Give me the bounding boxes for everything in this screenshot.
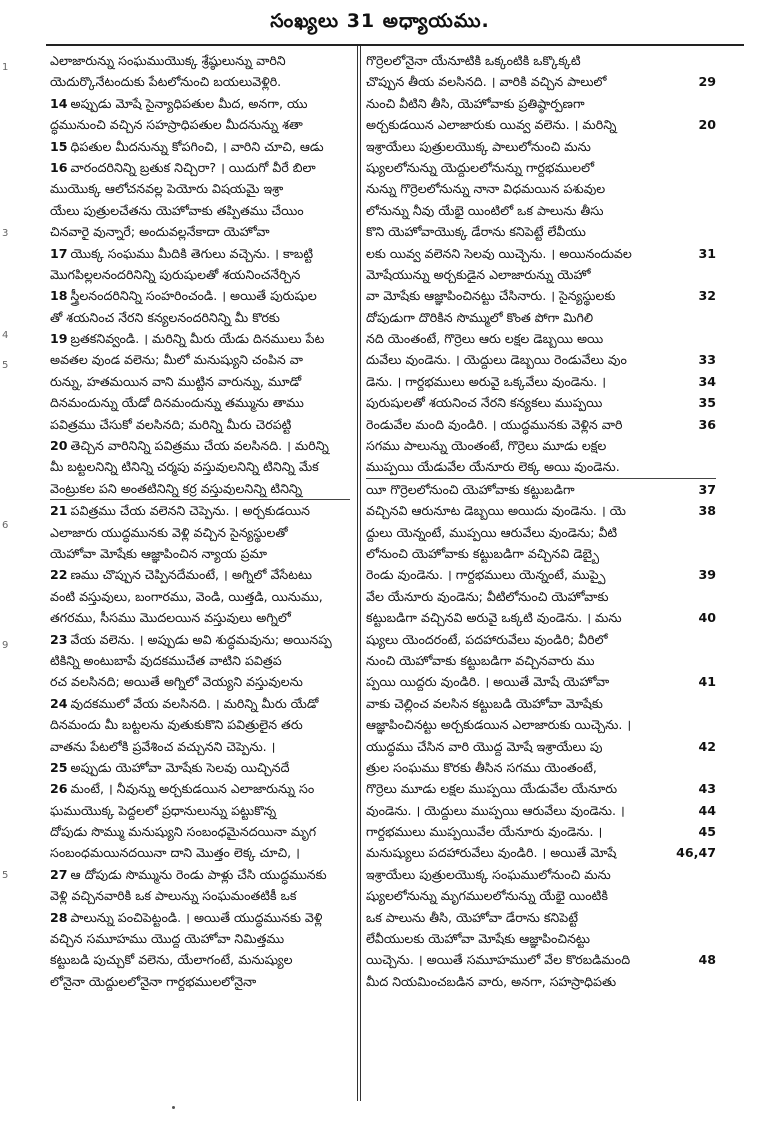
verse-text: లేవీయులకు యెహోవా మోషేకు ఆజ్ఞాపించినట్టు <box>366 931 590 947</box>
verse-number: 35 <box>696 392 716 413</box>
verse-number: 36 <box>696 414 716 435</box>
right-text-line <box>366 500 716 521</box>
verse-number: 39 <box>696 564 716 585</box>
verse-text: నున్ను గొర్రెలలోనున్ను నానా విధమయిన పశువుల <box>366 181 606 197</box>
verse-number: 42 <box>696 736 716 757</box>
left-text-line <box>50 629 350 650</box>
left-text-line <box>50 307 350 328</box>
left-text-line <box>50 200 350 221</box>
right-text-line <box>366 842 716 863</box>
right-text-line <box>366 907 716 928</box>
left-text-line <box>50 392 350 413</box>
left-text-line <box>50 522 350 543</box>
right-text-line <box>366 93 716 114</box>
verse-text: వాతను పేటలోకి ప్రవేశించ వచ్చునని చెప్పెను. । <box>50 738 276 754</box>
stray-dot <box>172 1106 175 1109</box>
verse-number: 38 <box>696 500 716 521</box>
verse-number: 19 <box>50 331 68 347</box>
page-title: సంఖ్యలు 31 అధ్యాయము. <box>270 10 490 32</box>
left-text-line <box>50 136 350 157</box>
verse-text: తో శయనించ నేరని కన్యలనందరినిన్ని మీ కొరకు <box>50 309 280 325</box>
verse-text: పవిత్రము చేసుకో వలసినది; మరిన్ని మీరు చెరపట్టి <box>50 416 292 432</box>
verse-text: వుదకములో వేయ వలసినది. । మరిన్ని మీరు యేడో <box>70 695 319 711</box>
left-text-line <box>50 157 350 178</box>
verse-number: 20 <box>50 438 68 454</box>
verse-text: ఇశ్రాయేలు పుత్రులయొక్క పాలులోనుంచి మను <box>366 138 591 154</box>
verse-number: 45 <box>696 821 716 842</box>
verse-text: ష్యులు యెందరంటే, పదహారువేలు వుండిరి; వీరిలో <box>366 631 608 647</box>
verse-number: 48 <box>696 949 716 970</box>
right-text-line <box>366 221 716 242</box>
verse-text: రెండు వుండెను. । గార్దభములు యెన్నంటే, ముప్పై <box>366 567 606 583</box>
right-text-line <box>366 693 716 714</box>
left-text-line <box>50 821 350 842</box>
left-text-line <box>50 243 350 264</box>
margin-mark: 1 <box>2 62 9 73</box>
verse-text: డెను. । గార్దభములు అరువై ఒక్కవేలు వుండెను. । <box>366 373 606 389</box>
verse-text: సంబంధమయినదయినా దాని మొత్తం లెక్క చూచి, । <box>50 845 300 861</box>
right-text-line <box>366 136 716 157</box>
verse-number: 14 <box>50 95 68 111</box>
verse-text: మంటే, । నీవున్ను అర్చకుడయిన ఎలాజారున్ను సం <box>70 781 315 797</box>
left-text-line <box>50 842 350 863</box>
verse-text: చినవారై వున్నారే; అందువల్లనేకాదా యెహోవా <box>50 224 270 240</box>
left-text-line <box>50 736 350 757</box>
left-text-line <box>50 178 350 199</box>
right-text-line <box>366 178 716 199</box>
header-rule <box>46 44 744 46</box>
verse-text: మీ బట్టలనిన్ని టినిన్ని చర్మపు వస్తువులనిన్ని టినిన్ని మేక <box>50 459 319 475</box>
left-text-line <box>50 800 350 821</box>
right-text-line <box>366 371 716 392</box>
verse-number: 41 <box>696 671 716 692</box>
verse-text: రచ వలసినది; అయితే అగ్నిలో వెయ్యని వస్తువులను <box>50 674 303 690</box>
verse-text: యొక్క సంఘము మీదికి తెగులు వచ్చెను. । కాబట్టి <box>70 245 314 261</box>
left-text-line <box>50 264 350 285</box>
verse-number: 31 <box>696 243 716 264</box>
margin-mark: 9 <box>2 640 9 651</box>
margin-mark: 4 <box>2 330 9 341</box>
verse-text: లోనైనా యెద్దులలోనైనా గార్దభములలోనైనా <box>50 973 257 989</box>
right-text-line <box>366 414 716 435</box>
verse-text: టికిన్ని అంటుబాపే వుదకముచేత వాటిని పవిత్రప <box>50 652 282 668</box>
right-text-line <box>366 650 716 671</box>
verse-text: కట్టుబడిగా వచ్చినవి అరువై ఒక్కటి వుండెను. । మను <box>366 610 622 626</box>
verse-text: గొర్రెలు మూడు లక్షల ముప్పయి యేడువేల యేనూరు <box>366 781 618 797</box>
right-text-line <box>366 928 716 949</box>
right-text-line <box>366 349 716 370</box>
margin-mark: 6 <box>2 520 9 531</box>
verse-text: వెళ్లి వచ్చినవారికి ఒక పాలున్ను సంఘమంతటికీ ఒక <box>50 888 297 904</box>
left-text-line <box>50 50 350 71</box>
verse-text: వా మోషేకు ఆజ్ఞాపించినట్టు చేసినారు. । సైన్యస్థులకు <box>366 288 616 304</box>
right-text-line <box>366 243 716 264</box>
verse-text: రెండువేల మంది వుండిరి. । యుద్ధమునకు వెళ్లిన వారి <box>366 416 623 432</box>
right-text-line <box>366 264 716 285</box>
verse-text: యెదుర్కొనేటందుకు పేటలోనుంచి బయలువెళ్లిరి. <box>50 74 282 90</box>
verse-text: యుద్ధము చేసిన వారి యొద్ద మోషే ఇశ్రాయేలు పు <box>366 738 603 754</box>
verse-text: నుంచి వీటిని తీసి, యెహోవాకు ప్రతిష్ఠార్పణగా <box>366 95 585 111</box>
verse-text: లకు యివ్వ వలెనని సెలవు యిచ్చెను. । అయినందువల <box>366 245 632 261</box>
left-text-line <box>50 949 350 970</box>
verse-text: అప్పుడు యెహోవా మోషేకు సెలవు యిచ్చినదే <box>70 759 290 775</box>
left-text-line <box>50 671 350 692</box>
verse-text: వచ్చినవి ఆరునూట డెబ్బయి అయిదు వుండెను. । యె <box>366 503 626 519</box>
right-text-line <box>366 971 716 992</box>
right-text-line <box>366 607 716 628</box>
verse-text: ష్యులలోనున్ను యెద్దులలోనున్ను గార్దభములలో <box>366 159 595 175</box>
verse-text: అప్పుడు మోషే సైన్యాధిపతుల మీద, అనగా, యు <box>70 95 308 111</box>
left-text-line <box>50 285 350 306</box>
margin-mark: 5 <box>2 360 9 371</box>
verse-number: 40 <box>696 607 716 628</box>
verse-text: ఎలాజారు యుద్ధమునకు వెళ్లి వచ్చిన సైన్యస్థులతో <box>50 524 288 540</box>
right-text-line <box>366 307 716 328</box>
verse-text: వారందరినిన్ని బ్రతుక నిచ్చిరా? । యిదుగో వీరే బిలా <box>70 159 316 175</box>
left-text-line <box>50 907 350 928</box>
right-text-line <box>366 714 716 735</box>
verse-text: కొని యెహోవాయొక్క డేరాను కనిపెట్టే లేవీయు <box>366 224 586 240</box>
verse-text: ప్పయి యిద్దరు వుండిరి. । అయితే మోషే యెహోవా <box>366 674 610 690</box>
left-text-line <box>50 499 350 521</box>
verse-text: దినమందున్ను యేడో దినమందున్ను తమ్మును తాము <box>50 395 304 411</box>
right-text-line <box>366 328 716 349</box>
verse-text: ఇశ్రాయేలు పుత్రులయొక్క సంఘములోనుంచి మను <box>366 866 611 882</box>
verse-number: 24 <box>50 695 68 711</box>
left-text-line <box>50 478 350 499</box>
right-text-line <box>366 522 716 543</box>
verse-text: చొప్పున తీయ వలసినది. । వారికి వచ్చిన పాలులో <box>366 74 607 90</box>
right-text-line <box>366 478 716 500</box>
right-text-line <box>366 564 716 585</box>
verse-text: గార్దభములు ముప్పయివేల యేనూరు వుండెను. । <box>366 824 603 840</box>
verse-text: ష్యులలోనున్ను మృగములలోనున్ను యేభై యింటికి <box>366 888 608 904</box>
verse-text: మీద నియమించబడిన వారు, అనగా, సహస్రాధిపతు <box>366 973 617 989</box>
verse-text: నది యెంతంటే, గొర్రెలు ఆరు లక్షల డెబ్బయి అయి <box>366 331 604 347</box>
verse-text: దోపుడు సొమ్ము మనుష్యుని సంబంధమైనదయినా మృగ <box>50 824 317 840</box>
right-text-line <box>366 736 716 757</box>
verse-number: 37 <box>696 479 716 500</box>
verse-text: రున్ను, హతమయిన వాని ముట్టిన వారున్ను, మూడో <box>50 373 302 389</box>
verse-text: కట్టుబడి పుచ్చుకో వలెను, యేలాగంటే, మనుష్యుల <box>50 952 293 968</box>
verse-text: అర్చకుడయిన ఎలాజారుకు యివ్వ వలెను. । మరిన్ని <box>366 117 617 133</box>
left-text-line <box>50 371 350 392</box>
left-text-line <box>50 93 350 114</box>
left-text-line <box>50 650 350 671</box>
verse-text: ద్ధమునుంచి వచ్చిన సహస్రాధిపతుల మీదనున్ను శతా <box>50 117 303 133</box>
verse-text: యెహోవా మోషేకు ఆజ్ఞాపించిన న్యాయ ప్రమా <box>50 545 267 561</box>
verse-text: మోషేయున్ను అర్చకుడైన ఎలాజారున్ను యెహో <box>366 266 591 282</box>
left-text-line <box>50 757 350 778</box>
verse-text: లోనున్ను నీవు యేభై యింటిలో ఒక పాలును తీసు <box>366 202 604 218</box>
verse-number: 28 <box>50 909 68 925</box>
verse-text: ద్దులు యెన్నంటే, ముప్పయి ఆరువేలు వుండెను; వీటి <box>366 524 618 540</box>
verse-text: వాకు చెల్లించ వలసిన కట్టుబడి యెహోవా మోషేకు <box>366 695 603 711</box>
verse-text: తెచ్చిన వారినిన్ని పవిత్రము చేయ వలసినది. । మరిన్ని <box>70 438 329 454</box>
verse-text: ఆ దోపుడు సొమ్మును రెండు పాళ్లు చేసి యుద్ధమునకు <box>70 866 327 882</box>
verse-number: 21 <box>50 503 68 519</box>
left-text-line <box>50 885 350 906</box>
verse-text: దువేలు వుండెను. । యెద్దులు డెబ్బయి రెండువేలు వుం <box>366 352 627 368</box>
verse-text: దోపుడుగా దొరికిన సొమ్ములో కొంత పోగా మిగిలి <box>366 309 594 325</box>
verse-text: అవతల వుండ వలెను; మీలో మనుష్యుని చంపిన వా <box>50 352 303 368</box>
verse-text: సగము పాలున్ను యెంతంటే, గొర్రెలు మూడు లక్షల <box>366 438 607 454</box>
right-text-line <box>366 114 716 135</box>
right-text-line <box>366 392 716 413</box>
left-text-line <box>50 71 350 92</box>
verse-text: లోనుంచి యెహోవాకు కట్టుబడిగా వచ్చినవి డెబ్బై <box>366 545 600 561</box>
verse-number: 23 <box>50 631 68 647</box>
verse-number: 17 <box>50 245 68 261</box>
right-text-line <box>366 71 716 92</box>
right-text-line <box>366 821 716 842</box>
verse-text: పురుషులతో శయనించ నేరని కన్యకలు ముప్పయి <box>366 395 603 411</box>
verse-number: 22 <box>50 567 68 583</box>
left-column <box>50 50 350 1090</box>
verse-number: 20 <box>696 114 716 135</box>
left-text-line <box>50 714 350 735</box>
right-text-line <box>366 629 716 650</box>
verse-text: యిచ్చెను. । అయితే సమూహములో వేల కొరబడిమంది <box>366 952 631 968</box>
right-text-line <box>366 456 716 477</box>
left-text-line <box>50 543 350 564</box>
verse-text: ణము చొప్పున చెప్పినదేమంటే, । అగ్నిలో వేసేటటు <box>70 567 313 583</box>
right-text-line <box>366 778 716 799</box>
left-text-line <box>50 586 350 607</box>
verse-text: పాలున్ను పంచిపెట్టండి. । అయితే యుద్ధమునకు వెళ్లి <box>70 909 323 925</box>
verse-number: 26 <box>50 781 68 797</box>
right-text-line <box>366 543 716 564</box>
right-text-line <box>366 800 716 821</box>
verse-text: యేలు పుత్రులచేతను యెహోవాకు తప్పితము చేయిం <box>50 202 304 218</box>
verse-text: మొగపిల్లలనందరినిన్ని పురుషులతో శయనించనేర్చిన <box>50 266 301 282</box>
left-text-line <box>50 971 350 992</box>
left-text-line <box>50 456 350 477</box>
left-text-line <box>50 864 350 885</box>
left-text-line <box>50 435 350 456</box>
left-text-line <box>50 607 350 628</box>
right-text-line <box>366 885 716 906</box>
verse-text: ముయొక్క ఆలోచనవల్ల పెయోరు విషయమై ఇశ్రా <box>50 181 284 197</box>
verse-text: వచ్చిన సమూహము యొద్ద యెహోవా నిమిత్తము <box>50 931 285 947</box>
verse-text: తగరము, సీసము మొదలయిన వస్తువులు అగ్నిలో <box>50 610 291 626</box>
left-text-line <box>50 414 350 435</box>
verse-number: 29 <box>696 71 716 92</box>
verse-text: వెంట్రుకల పని అంతటినిన్ని కర్ర వస్తువులనిన్ని టినిన్ని <box>50 480 303 496</box>
column-divider-inner <box>360 46 361 1101</box>
verse-text: వుండెను. । యెద్దులు ముప్పయి ఆరువేలు వుండెను. । <box>366 802 625 818</box>
verse-text: ఆజ్ఞాపించినట్టు అర్చకుడయిన ఎలాజారుకు యిచ్చెను. । <box>366 717 632 733</box>
verse-number: 18 <box>50 288 68 304</box>
right-text-line <box>366 435 716 456</box>
verse-number: 16 <box>50 159 68 175</box>
verse-number: 34 <box>696 371 716 392</box>
right-text-line <box>366 157 716 178</box>
verse-number: 27 <box>50 866 68 882</box>
verse-text: ఎలాజారున్ను సంఘముయొక్క శ్రేష్ఠులున్ను వారిని <box>50 53 286 68</box>
right-column <box>366 50 716 1090</box>
verse-text: పవిత్రము చేయ వలెనని చెప్పెను. । అర్చకుడయిన <box>70 503 311 519</box>
right-text-line <box>366 864 716 885</box>
verse-text: ధిపతుల మీదనున్ను కోపగించి, । వారిని చూచి, ఆడు <box>70 138 324 154</box>
right-text-line <box>366 949 716 970</box>
left-text-line <box>50 328 350 349</box>
verse-text: గొర్రెలలోనైనా యేనూటికి ఒక్కంటికి ఒక్కొక్కటి <box>366 53 581 68</box>
left-text-line <box>50 564 350 585</box>
verse-number: 25 <box>50 759 68 775</box>
right-text-line <box>366 50 716 71</box>
verse-number: 15 <box>50 138 68 154</box>
verse-text: వేల యేనూరు వుండెను; వీటిలోనుంచి యెహోవాకు <box>366 588 609 604</box>
margin-marks <box>0 0 14 1140</box>
right-text-line <box>366 586 716 607</box>
left-text-line <box>50 114 350 135</box>
verse-text: వంటి వస్తువులు, బంగారము, వెండి, యిత్తడి, యినుము, <box>50 588 323 604</box>
verse-text: నుంచి యెహోవాకు కట్టుబడిగా వచ్చినవారు ము <box>366 652 595 668</box>
left-text-line <box>50 349 350 370</box>
verse-text: ఒక పాలును తీసి, యెహోవా డేరాను కనిపెట్టే <box>366 909 578 925</box>
left-text-line <box>50 928 350 949</box>
left-text-line <box>50 693 350 714</box>
verse-text: ముప్పయి యేడువేల యేనూరు లెక్క అయి వుండెను. <box>366 459 620 475</box>
verse-number: 33 <box>696 349 716 370</box>
right-text-line <box>366 671 716 692</box>
verse-text: మనుష్యులు పదహారువేలు వుండిరి. । అయితే మోషే <box>366 845 617 861</box>
column-divider <box>357 46 358 1101</box>
margin-mark: 3 <box>2 228 9 239</box>
verse-text: యీ గొర్రెలలోనుంచి యెహోవాకు కట్టుబడిగా <box>366 481 575 497</box>
verse-text: బ్రతకనివ్వండి. । మరిన్ని మీరు యేడు దినములు పేట <box>70 331 325 347</box>
right-text-line <box>366 200 716 221</box>
margin-mark: 5 <box>2 870 9 881</box>
left-text-line <box>50 221 350 242</box>
verse-text: వేయ వలెను. । అప్పుడు అవి శుద్ధమవును; అయినప్ప <box>70 631 332 647</box>
verse-text: దినమందు మీ బట్టలను వుతుకుకొని పవిత్రులైన తరు <box>50 717 303 733</box>
verse-number: 43 <box>696 778 716 799</box>
verse-text: స్త్రీలనందరినిన్ని సంహరించండి. । అయితే పురుషుల <box>70 288 317 304</box>
verse-text: త్రుల సంఘము కొరకు తీసిన సగము యెంతంటే, <box>366 759 597 775</box>
verse-number: 32 <box>696 285 716 306</box>
verse-number: 46,47 <box>674 842 716 863</box>
right-text-line <box>366 757 716 778</box>
right-text-line <box>366 285 716 306</box>
verse-number: 44 <box>696 800 716 821</box>
verse-text: ఘముయొక్క పెద్దలలో ప్రధానులున్ను పట్టుకొన్న <box>50 802 277 818</box>
left-text-line <box>50 778 350 799</box>
